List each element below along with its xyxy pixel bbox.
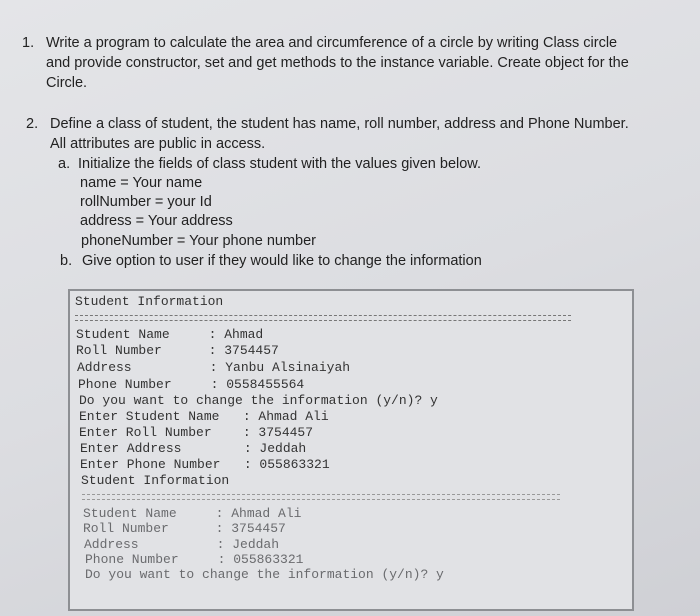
console-prompt: Do you want to change the information (y/n)? y <box>85 567 444 582</box>
console-line: Address : Jeddah <box>84 537 280 552</box>
separator <box>82 494 560 500</box>
console-line: Student Name : Ahmad <box>76 327 264 342</box>
console-output <box>68 289 634 611</box>
sub-text: Initialize the fields of class student with the values given below. <box>78 156 482 172</box>
console-line: Phone Number : 055863321 <box>85 552 304 567</box>
separator <box>75 315 571 321</box>
question-text: Write a program to calculate the area and circumference of a circle by writing Class circle <box>46 35 618 51</box>
question-text: Circle. <box>46 75 88 91</box>
sub-label: a. <box>58 156 71 172</box>
console-line: Student Name : Ahmad Ali <box>83 506 302 521</box>
field-line: rollNumber = your Id <box>80 194 212 210</box>
console-line: Phone Number : 0558455564 <box>78 377 305 392</box>
console-line: Enter Student Name : Ahmad Ali <box>79 409 329 424</box>
console-line: Enter Phone Number : 055863321 <box>80 457 330 472</box>
sub-text: Give option to user if they would like to change the information <box>82 253 482 269</box>
sub-label: b. <box>60 253 73 269</box>
console-line: Address : Yanbu Alsinaiyah <box>77 360 351 375</box>
console-line: Roll Number : 3754457 <box>83 521 286 536</box>
console-line: Enter Roll Number : 3754457 <box>79 425 314 440</box>
console-prompt: Do you want to change the information (y/n)? y <box>79 393 438 408</box>
console-title: Student Information <box>75 294 224 309</box>
question-text: and provide constructor, set and get methods to the instance variable. Create object for the <box>46 55 629 71</box>
question-text: All attributes are public in access. <box>50 136 266 152</box>
question-number: 2. <box>26 116 39 132</box>
field-line: address = Your address <box>80 213 233 229</box>
field-line: name = Your name <box>80 175 203 191</box>
field-line: phoneNumber = Your phone number <box>81 233 316 249</box>
console-line: Enter Address : Jeddah <box>80 441 307 456</box>
question-text: Define a class of student, the student has name, roll number, address and Phone Number. <box>50 116 629 132</box>
question-number: 1. <box>22 35 35 51</box>
console-title: Student Information <box>81 473 230 488</box>
console-line: Roll Number : 3754457 <box>76 343 279 358</box>
